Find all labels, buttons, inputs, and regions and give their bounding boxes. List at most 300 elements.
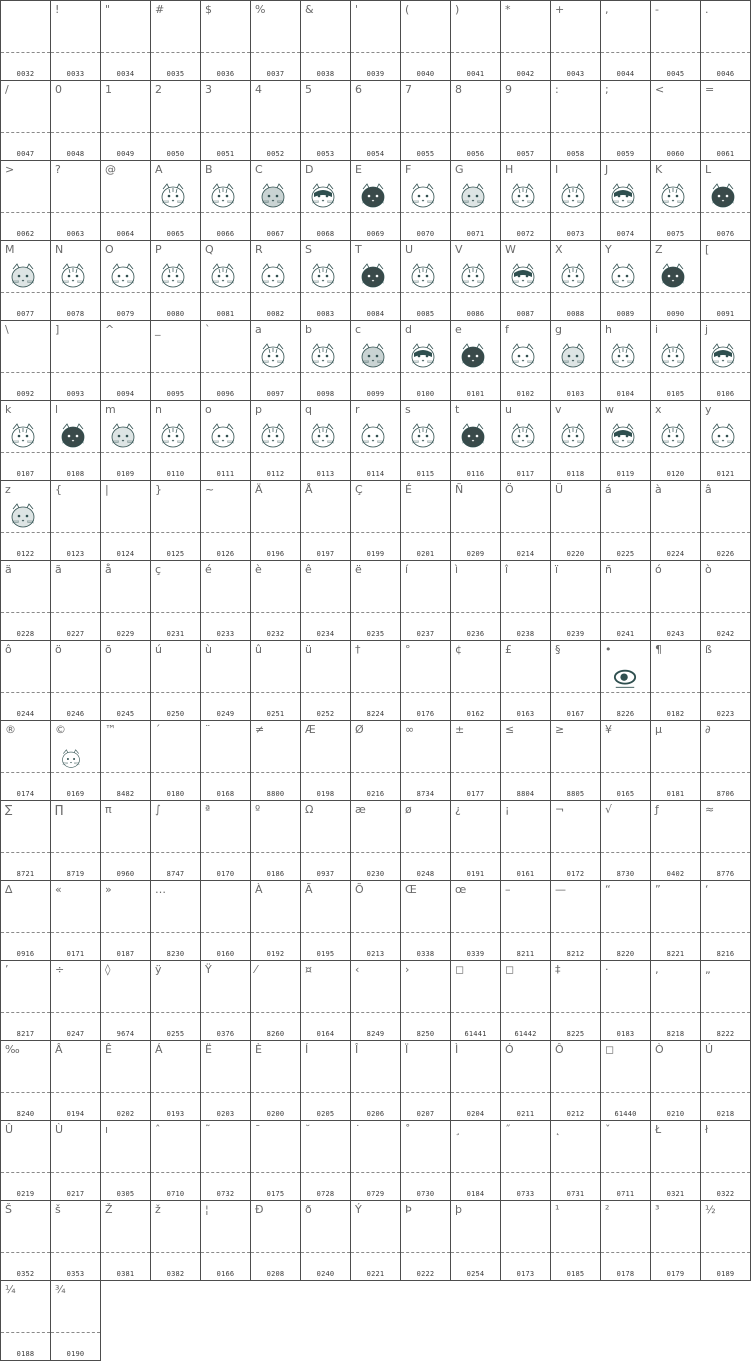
cat-face-icon xyxy=(209,183,237,209)
baseline-guide xyxy=(551,532,600,533)
baseline-guide xyxy=(301,292,350,293)
glyph-character: Ú xyxy=(705,1043,714,1056)
char-code-label: 0225 xyxy=(616,550,635,558)
char-code-label: 0226 xyxy=(716,550,735,558)
glyph-character: ã xyxy=(55,563,62,576)
glyph-cell xyxy=(250,240,301,321)
glyph-cell xyxy=(600,640,651,721)
baseline-guide xyxy=(251,772,300,773)
glyph-cell xyxy=(550,800,601,881)
glyph-cell xyxy=(350,0,401,81)
glyph-character: _ xyxy=(155,323,161,336)
glyph-character: 8 xyxy=(455,83,462,96)
baseline-guide xyxy=(351,52,400,53)
baseline-guide xyxy=(651,1012,700,1013)
glyph-character: ¡ xyxy=(505,803,510,816)
baseline-guide xyxy=(151,452,200,453)
glyph-cell xyxy=(50,480,101,561)
char-code-label: 8776 xyxy=(716,870,735,878)
glyph-character: ³ xyxy=(655,1203,660,1216)
glyph-cell xyxy=(650,1120,701,1201)
glyph-character: ◻ xyxy=(605,1043,615,1056)
glyph-cell xyxy=(0,480,51,561)
glyph-cell xyxy=(700,960,751,1041)
baseline-guide xyxy=(101,372,150,373)
char-code-label: 0039 xyxy=(366,70,385,78)
baseline-guide xyxy=(51,772,100,773)
baseline-guide xyxy=(701,212,750,213)
char-code-label: 0184 xyxy=(466,1190,485,1198)
baseline-guide xyxy=(301,772,350,773)
glyph-cell xyxy=(300,1200,351,1281)
baseline-guide xyxy=(101,852,150,853)
char-code-label: 0338 xyxy=(416,950,435,958)
char-code-label: 0060 xyxy=(666,150,685,158)
glyph-character: ‰ xyxy=(5,1043,20,1056)
glyph-cell xyxy=(200,240,251,321)
glyph-character: „ xyxy=(705,963,711,976)
cat-face-icon xyxy=(359,263,387,289)
char-code-label: 0086 xyxy=(466,310,485,318)
cat-face-icon xyxy=(559,423,587,449)
cat-face-icon xyxy=(209,263,237,289)
char-code-label: 0080 xyxy=(166,310,185,318)
glyph-cell xyxy=(600,1120,651,1201)
baseline-guide xyxy=(201,452,250,453)
baseline-guide xyxy=(601,1172,650,1173)
glyph-cell xyxy=(400,960,451,1041)
glyph-cell xyxy=(50,320,101,401)
glyph-cell xyxy=(350,560,401,641)
cat-face-icon xyxy=(609,183,637,209)
glyph-character: W xyxy=(505,243,516,256)
char-code-label: 0221 xyxy=(366,1270,385,1278)
glyph-character: É xyxy=(405,483,412,496)
baseline-guide xyxy=(501,1172,550,1173)
glyph-cell xyxy=(150,1040,201,1121)
baseline-guide xyxy=(701,532,750,533)
glyph-cell xyxy=(300,0,351,81)
baseline-guide xyxy=(501,852,550,853)
char-code-label: 0381 xyxy=(116,1270,135,1278)
char-code-label: 0054 xyxy=(366,150,385,158)
glyph-character: k xyxy=(5,403,12,416)
baseline-guide xyxy=(501,1012,550,1013)
glyph-character: I xyxy=(555,163,559,176)
baseline-guide xyxy=(451,692,500,693)
char-code-label: 0067 xyxy=(266,230,285,238)
glyph-cell xyxy=(300,720,351,801)
glyph-cell xyxy=(300,1120,351,1201)
glyph-cell xyxy=(100,960,151,1041)
char-code-label: 0216 xyxy=(366,790,385,798)
glyph-character: y xyxy=(705,403,712,416)
glyph-cell xyxy=(50,960,101,1041)
char-code-label: 0243 xyxy=(666,630,685,638)
glyph-character: ¤ xyxy=(305,963,312,976)
glyph-cell xyxy=(350,800,401,881)
cat-face-icon xyxy=(709,183,737,209)
glyph-character: á xyxy=(605,483,612,496)
glyph-cell xyxy=(450,640,501,721)
char-code-label: 0120 xyxy=(666,470,685,478)
glyph-character: Á xyxy=(155,1043,163,1056)
glyph-character: ‡ xyxy=(555,963,561,976)
glyph-cell xyxy=(500,80,551,161)
char-code-label: 0094 xyxy=(116,390,135,398)
baseline-guide xyxy=(601,372,650,373)
baseline-guide xyxy=(151,692,200,693)
baseline-guide xyxy=(351,932,400,933)
baseline-guide xyxy=(51,452,100,453)
char-code-label: 0220 xyxy=(566,550,585,558)
char-code-label: 0189 xyxy=(716,1270,735,1278)
baseline-guide xyxy=(201,132,250,133)
cat-face-icon xyxy=(459,423,487,449)
baseline-guide xyxy=(151,292,200,293)
char-code-label: 0053 xyxy=(316,150,335,158)
glyph-character: ˜ xyxy=(205,1123,211,1136)
glyph-character: P xyxy=(155,243,162,256)
char-code-label: 8222 xyxy=(716,1030,735,1038)
glyph-cell xyxy=(600,560,651,641)
char-code-label: 0731 xyxy=(566,1190,585,1198)
glyph-character: ¸ xyxy=(455,1123,461,1136)
char-code-label: 8240 xyxy=(16,1110,35,1118)
glyph-character: ¼ xyxy=(5,1283,16,1296)
baseline-guide xyxy=(1,852,50,853)
char-code-label: 0051 xyxy=(216,150,235,158)
glyph-character: L xyxy=(705,163,712,176)
char-code-label: 0200 xyxy=(266,1110,285,1118)
char-code-label: 0066 xyxy=(216,230,235,238)
glyph-cell xyxy=(0,160,51,241)
glyph-cell xyxy=(700,160,751,241)
char-code-label: 0064 xyxy=(116,230,135,238)
baseline-guide xyxy=(151,532,200,533)
glyph-character: 5 xyxy=(305,83,312,96)
glyph-cell xyxy=(100,800,151,881)
baseline-guide xyxy=(451,1172,500,1173)
glyph-cell xyxy=(550,560,601,641)
char-code-label: 0242 xyxy=(716,630,735,638)
char-code-label: 0248 xyxy=(416,870,435,878)
glyph-character: ⁄ xyxy=(255,963,257,976)
char-code-label: 0043 xyxy=(566,70,585,78)
glyph-cell xyxy=(450,240,501,321)
glyph-cell xyxy=(700,320,751,401)
glyph-cell xyxy=(500,640,551,721)
glyph-cell xyxy=(0,240,51,321)
baseline-guide xyxy=(301,1092,350,1093)
baseline-guide xyxy=(151,212,200,213)
glyph-cell xyxy=(150,1200,201,1281)
char-code-label: 0062 xyxy=(16,230,35,238)
glyph-cell xyxy=(650,640,701,721)
glyph-cell xyxy=(300,480,351,561)
glyph-character: Ł xyxy=(655,1123,662,1136)
glyph-character: ! xyxy=(55,3,60,16)
glyph-character: [ xyxy=(705,243,710,256)
glyph-character: ² xyxy=(605,1203,610,1216)
char-code-label: 0254 xyxy=(466,1270,485,1278)
glyph-character: ° xyxy=(405,643,411,656)
glyph-cell xyxy=(700,1200,751,1281)
glyph-cell xyxy=(100,1120,151,1201)
char-code-label: 0239 xyxy=(566,630,585,638)
glyph-cell xyxy=(450,1120,501,1201)
glyph-character: r xyxy=(355,403,360,416)
glyph-character: À xyxy=(255,883,263,896)
cat-face-icon xyxy=(59,423,87,449)
baseline-guide xyxy=(1,772,50,773)
char-code-label: 0222 xyxy=(416,1270,435,1278)
baseline-guide xyxy=(251,1092,300,1093)
char-code-label: 0106 xyxy=(716,390,735,398)
glyph-character: ∫ xyxy=(155,803,161,816)
baseline-guide xyxy=(301,372,350,373)
baseline-guide xyxy=(351,1252,400,1253)
baseline-guide xyxy=(1,212,50,213)
char-code-label: 0169 xyxy=(66,790,85,798)
glyph-character: J xyxy=(605,163,609,176)
baseline-guide xyxy=(451,532,500,533)
glyph-cell xyxy=(50,80,101,161)
glyph-cell xyxy=(250,960,301,1041)
char-code-label: 0236 xyxy=(466,630,485,638)
char-code-label: 0229 xyxy=(116,630,135,638)
baseline-guide xyxy=(251,1172,300,1173)
glyph-character: ê xyxy=(305,563,312,576)
char-code-label: 0125 xyxy=(166,550,185,558)
baseline-guide xyxy=(501,532,550,533)
cat-face-icon xyxy=(559,183,587,209)
baseline-guide xyxy=(501,52,550,53)
baseline-guide xyxy=(551,52,600,53)
baseline-guide xyxy=(551,292,600,293)
char-code-label: 0210 xyxy=(666,1110,685,1118)
char-code-label: 0071 xyxy=(466,230,485,238)
glyph-cell xyxy=(300,800,351,881)
glyph-cell xyxy=(500,720,551,801)
baseline-guide xyxy=(1,1092,50,1093)
glyph-character: K xyxy=(655,163,663,176)
char-code-label: 8250 xyxy=(416,1030,435,1038)
cat-face-icon xyxy=(609,263,637,289)
glyph-character: » xyxy=(105,883,112,896)
glyph-character: c xyxy=(355,323,362,336)
glyph-cell xyxy=(500,800,551,881)
glyph-character: ’ xyxy=(5,963,9,976)
glyph-cell xyxy=(450,480,501,561)
baseline-guide xyxy=(51,52,100,53)
char-code-label: 0045 xyxy=(666,70,685,78)
glyph-cell xyxy=(400,1120,451,1201)
glyph-character: & xyxy=(305,3,314,16)
glyph-cell xyxy=(500,1200,551,1281)
glyph-character: è xyxy=(255,563,262,576)
glyph-character: ™ xyxy=(105,723,116,736)
cat-face-icon xyxy=(309,423,337,449)
glyph-character: ü xyxy=(305,643,312,656)
glyph-character: @ xyxy=(105,163,116,176)
char-code-label: 0087 xyxy=(516,310,535,318)
char-code-label: 0175 xyxy=(266,1190,285,1198)
glyph-cell xyxy=(300,560,351,641)
glyph-cell xyxy=(250,400,301,481)
glyph-character: A xyxy=(155,163,163,176)
char-code-label: 0115 xyxy=(416,470,435,478)
char-code-label: 8730 xyxy=(616,870,635,878)
char-code-label: 0109 xyxy=(116,470,135,478)
glyph-cell xyxy=(400,160,451,241)
char-code-label: 0058 xyxy=(566,150,585,158)
glyph-character: . xyxy=(705,3,709,16)
glyph-cell xyxy=(0,1120,51,1201)
baseline-guide xyxy=(551,852,600,853)
glyph-character: ∆ xyxy=(5,883,13,896)
char-code-label: 8482 xyxy=(116,790,135,798)
glyph-cell xyxy=(600,1040,651,1121)
char-code-label: 0065 xyxy=(166,230,185,238)
baseline-guide xyxy=(401,52,450,53)
glyph-character: p xyxy=(255,403,262,416)
char-code-label: 0246 xyxy=(66,710,85,718)
cat-face-icon xyxy=(59,263,87,289)
baseline-guide xyxy=(101,1252,150,1253)
baseline-guide xyxy=(551,132,600,133)
glyph-character: Ð xyxy=(255,1203,264,1216)
glyph-character: ≥ xyxy=(555,723,565,736)
glyph-cell xyxy=(500,240,551,321)
char-code-label: 0163 xyxy=(516,710,535,718)
baseline-guide xyxy=(551,1092,600,1093)
cat-face-icon xyxy=(409,263,437,289)
baseline-guide xyxy=(201,1012,250,1013)
glyph-cell xyxy=(500,880,551,961)
glyph-character: | xyxy=(105,483,109,496)
glyph-character: î xyxy=(505,563,509,576)
char-code-label: 0112 xyxy=(266,470,285,478)
char-code-label: 0110 xyxy=(166,470,185,478)
glyph-cell xyxy=(150,640,201,721)
char-code-label: 0251 xyxy=(266,710,285,718)
glyph-cell xyxy=(400,480,451,561)
glyph-character: # xyxy=(155,3,165,16)
glyph-character: Õ xyxy=(355,883,364,896)
baseline-guide xyxy=(451,52,500,53)
glyph-character: G xyxy=(455,163,464,176)
glyph-cell xyxy=(400,400,451,481)
baseline-guide xyxy=(201,772,250,773)
char-code-label: 0710 xyxy=(166,1190,185,1198)
glyph-cell xyxy=(500,1040,551,1121)
baseline-guide xyxy=(351,1172,400,1173)
glyph-character: ö xyxy=(55,643,62,656)
baseline-guide xyxy=(601,932,650,933)
glyph-cell xyxy=(650,880,701,961)
glyph-character: 3 xyxy=(205,83,212,96)
baseline-guide xyxy=(301,1252,350,1253)
glyph-character: Æ xyxy=(305,723,316,736)
glyph-character: i xyxy=(655,323,659,336)
char-code-label: 0102 xyxy=(516,390,535,398)
baseline-guide xyxy=(601,52,650,53)
char-code-label: 0098 xyxy=(316,390,335,398)
glyph-cell xyxy=(300,160,351,241)
char-code-label: 0113 xyxy=(316,470,335,478)
char-code-label: 0161 xyxy=(516,870,535,878)
char-code-label: 0339 xyxy=(466,950,485,958)
baseline-guide xyxy=(351,772,400,773)
baseline-guide xyxy=(351,132,400,133)
glyph-cell xyxy=(400,640,451,721)
baseline-guide xyxy=(1,1252,50,1253)
char-code-label: 0035 xyxy=(166,70,185,78)
glyph-cell xyxy=(200,720,251,801)
glyph-character: ´ xyxy=(155,723,161,736)
glyph-cell xyxy=(100,240,151,321)
glyph-character: Ý xyxy=(355,1203,362,1216)
glyph-cell xyxy=(150,80,201,161)
glyph-cell xyxy=(250,480,301,561)
glyph-character: ú xyxy=(155,643,162,656)
baseline-guide xyxy=(551,452,600,453)
glyph-cell xyxy=(700,1120,751,1201)
baseline-guide xyxy=(151,1252,200,1253)
baseline-guide xyxy=(351,692,400,693)
cat-face-icon xyxy=(359,183,387,209)
baseline-guide xyxy=(151,1012,200,1013)
glyph-cell xyxy=(550,1200,601,1281)
glyph-cell xyxy=(250,320,301,401)
baseline-guide xyxy=(151,932,200,933)
glyph-character: © xyxy=(55,723,66,736)
char-code-label: 0126 xyxy=(216,550,235,558)
glyph-character: ò xyxy=(705,563,712,576)
glyph-cell xyxy=(550,1120,601,1201)
baseline-guide xyxy=(401,852,450,853)
cat-face-icon xyxy=(209,423,237,449)
baseline-guide xyxy=(51,932,100,933)
char-code-label: 0078 xyxy=(66,310,85,318)
glyph-cell xyxy=(200,640,251,721)
glyph-cell xyxy=(250,1200,301,1281)
baseline-guide xyxy=(451,612,500,613)
char-code-label: 8220 xyxy=(616,950,635,958)
cat-face-icon xyxy=(359,423,387,449)
glyph-character: Q xyxy=(205,243,214,256)
glyph-cell xyxy=(50,160,101,241)
baseline-guide xyxy=(201,292,250,293)
baseline-guide xyxy=(451,292,500,293)
baseline-guide xyxy=(401,372,450,373)
glyph-character: m xyxy=(105,403,116,416)
baseline-guide xyxy=(251,852,300,853)
glyph-cell xyxy=(0,320,51,401)
baseline-guide xyxy=(401,1012,450,1013)
cat-face-icon xyxy=(159,263,187,289)
glyph-cell xyxy=(400,1040,451,1121)
char-code-label: 0711 xyxy=(616,1190,635,1198)
char-code-label: 8249 xyxy=(366,1030,385,1038)
glyph-character: ¬ xyxy=(555,803,565,816)
glyph-cell xyxy=(650,800,701,881)
char-code-label: 0234 xyxy=(316,630,335,638)
baseline-guide xyxy=(501,1252,550,1253)
baseline-guide xyxy=(401,1092,450,1093)
char-code-label: 0177 xyxy=(466,790,485,798)
